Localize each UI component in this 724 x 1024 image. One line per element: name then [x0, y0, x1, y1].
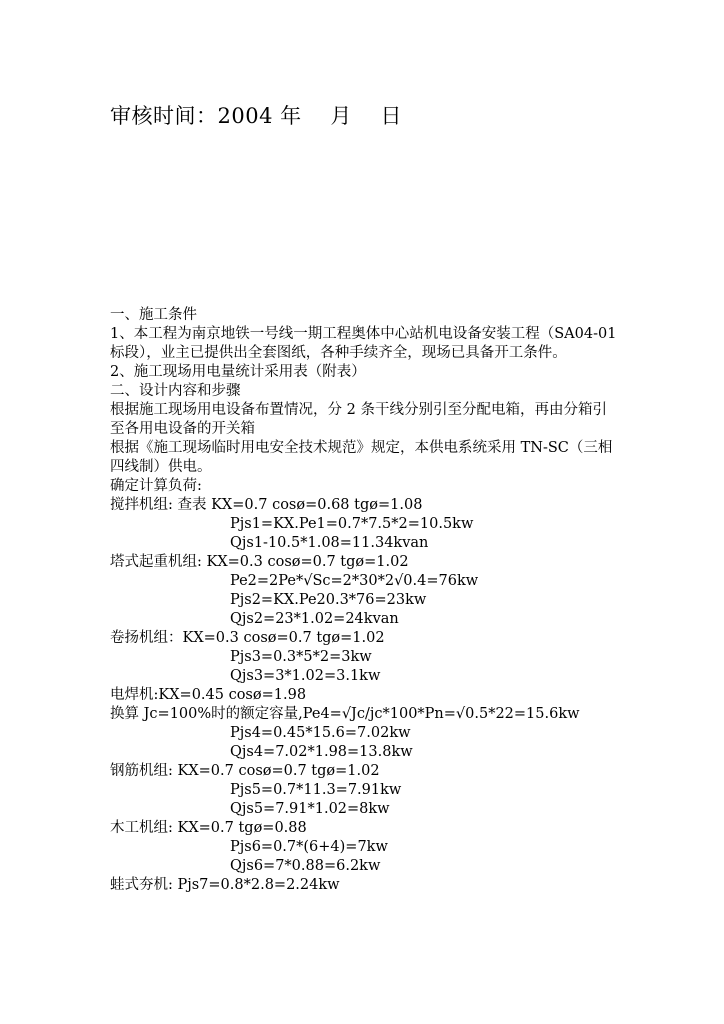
- paragraph-standard: 根据《施工现场临时用电安全技术规范》规定，本供电系统采用 TN-SC（三相四线制）供电。: [110, 440, 613, 475]
- hoist-group: 卷扬机组：KX=0.3 cosø=0.7 tgø=1.02: [110, 630, 385, 646]
- welder-pjs: Pjs4=0.45*15.6=7.02kw: [230, 725, 411, 741]
- review-time: 审核时间：2004 年 月 日: [110, 104, 403, 128]
- hoist-pjs: Pjs3=0.3*5*2=3kw: [230, 649, 372, 665]
- rebar-pjs: Pjs5=0.7*11.3=7.91kw: [230, 782, 402, 798]
- woodwork-group: 木工机组: KX=0.7 tgø=0.88: [110, 820, 307, 836]
- woodwork-pjs: Pjs6=0.7*(6+4)=7kw: [230, 839, 388, 855]
- paragraph-project-info: 1、本工程为南京地铁一号线一期工程奥体中心站机电设备安装工程（SA04-01 标段），业主已提供出全套图纸，各种手续齐全，现场已具备开工条件。: [110, 326, 617, 361]
- section-heading-design-steps: 二、设计内容和步骤: [110, 383, 241, 399]
- hoist-qjs: Qjs3=3*1.02=3.1kw: [230, 668, 381, 684]
- mixer-group: 搅拌机组: 查表 KX=0.7 cosø=0.68 tgø=1.08: [110, 497, 423, 513]
- mixer-pjs: Pjs1=KX.Pe1=0.7*7.5*2=10.5kw: [230, 516, 474, 532]
- calculation-text: [110, 306, 618, 895]
- paragraph-layout: 根据施工现场用电设备布置情况，分 2 条干线分别引至分配电箱，再由分箱引至各用电设备的开关箱: [110, 402, 607, 437]
- rebar-qjs: Qjs5=7.91*1.02=8kw: [230, 801, 390, 817]
- tower-crane-pe: Pe2=2Pe*√Sc=2*30*2√0.4=76kw: [230, 573, 479, 589]
- welder-conversion: 换算 Jc=100%时的额定容量,Pe4=√Jc/jc*100*Pn=√0.5*22=15.6kw: [110, 706, 580, 722]
- tower-crane-qjs: Qjs2=23*1.02=24kvan: [230, 611, 399, 627]
- frog-rammer: 蛙式夯机: Pjs7=0.8*2.8=2.24kw: [110, 877, 340, 893]
- load-calc-heading: 确定计算负荷:: [110, 478, 202, 494]
- paragraph-power-statistics: 2、施工现场用电量统计采用表（附表）: [110, 364, 366, 380]
- rebar-group: 钢筋机组: KX=0.7 cosø=0.7 tgø=1.02: [110, 763, 380, 779]
- tower-crane-group: 塔式起重机组: KX=0.3 cosø=0.7 tgø=1.02: [110, 554, 409, 570]
- woodwork-qjs: Qjs6=7*0.88=6.2kw: [230, 858, 381, 874]
- welder: 电焊机:KX=0.45 cosø=1.98: [110, 687, 307, 703]
- tower-crane-pjs: Pjs2=KX.Pe20.3*76=23kw: [230, 592, 427, 608]
- mixer-qjs: Qjs1-10.5*1.08=11.34kvan: [230, 535, 429, 551]
- section-heading-construction-conditions: 一、施工条件: [110, 307, 197, 323]
- welder-qjs: Qjs4=7.02*1.98=13.8kw: [230, 744, 413, 760]
